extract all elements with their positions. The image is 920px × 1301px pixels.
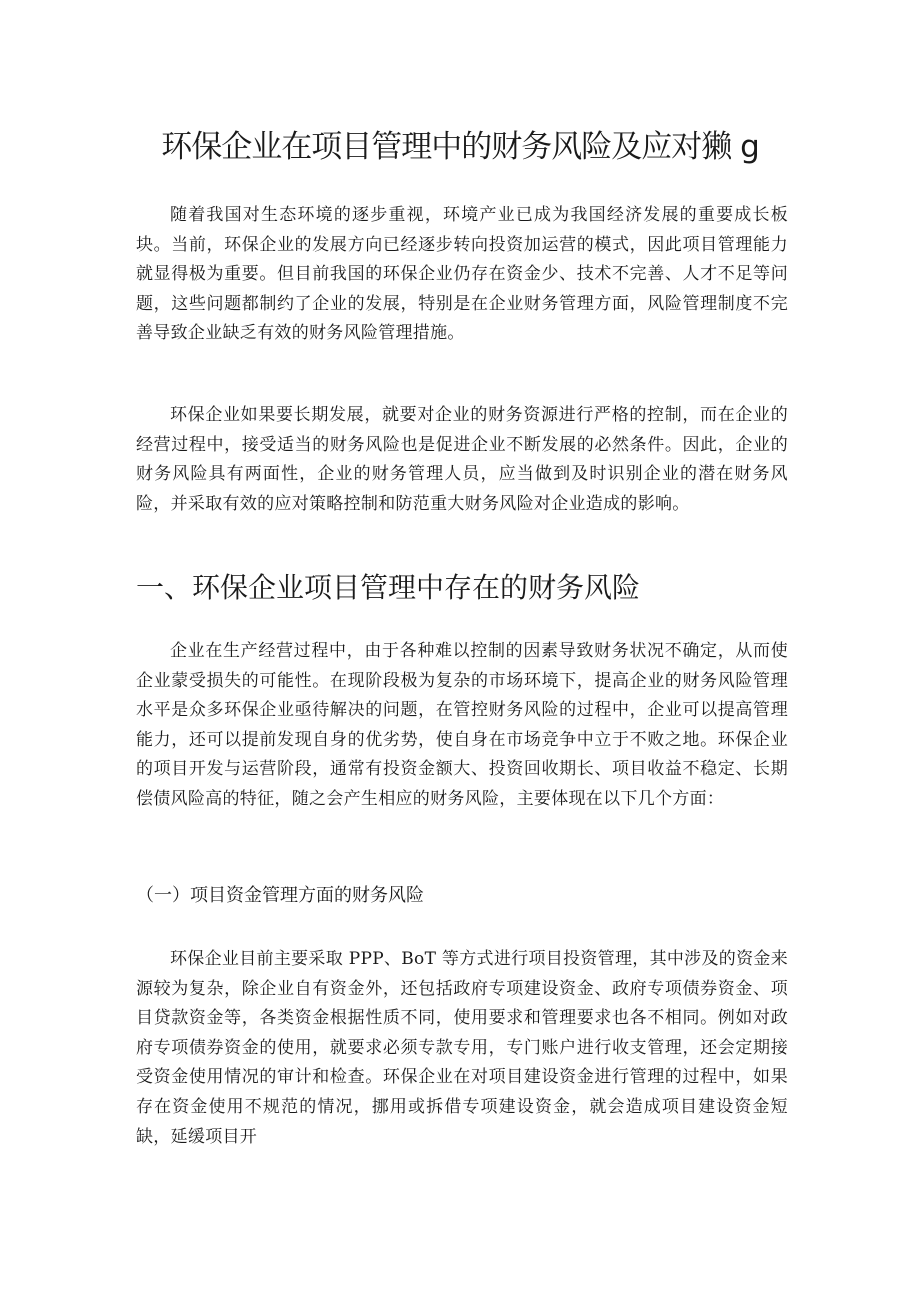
subsection-1-paragraph: 环保企业目前主要采取 PPP、BoT 等方式进行项目投资管理，其中涉及的资金来源较为复杂，除企业自有资金外，还包括政府专项建设资金、政府专项债券资金、项目贷款资金等，各类资金根据性质不同，使用要求和管理要求也各不相同。例如对政府专项债券资金的使用，就要求必须专款专用，专门账户进行收支管理，还会定期接受资金使用情况的审计和检查。环保企业在对项目建设资金进行管理的过程中，如果存在资金使用不规范的情况，挪用或拆借专项建设资金，就会造成项目建设资金短缺，延缓项目开 xyxy=(136,949,788,1147)
subsection-heading-1: （一）项目资金管理方面的财务风险 xyxy=(136,885,424,906)
document-title: 环保企业在项目管理中的财务风险及应对獭 g xyxy=(161,129,759,165)
intro-paragraph-2: 环保企业如果要长期发展，就要对企业的财务资源进行严格的控制，而在企业的经营过程中，接受适当的财务风险也是促进企业不断发展的必然条件。因此，企业的财务风险具有两面性，企业的财务管理人员，应当做到及时识别企业的潜在财务风险，并采取有效的应对策略控制和防范重大财务风险对企业造成的影响。 xyxy=(136,405,788,514)
intro-paragraph-1: 随着我国对生态环境的逐步重视，环境产业已成为我国经济发展的重要成长板块。当前，环保企业的发展方向已经逐步转向投资加运营的模式，因此项目管理能力就显得极为重要。但目前我国的环保企业仍存在资金少、技术不完善、人才不足等问题，这些问题都制约了企业的发展，特别是在企业财务管理方面，风险管理制度不完善导致企业缺乏有效的财务风险管理措施。 xyxy=(136,205,788,344)
section-heading-1: 一、环保企业项目管理中存在的财务风险 xyxy=(136,571,641,604)
section-1-paragraph: 企业在生产经营过程中，由于各种难以控制的因素导致财务状况不确定，从而使企业蒙受损失的可能性。在现阶段极为复杂的市场环境下，提高企业的财务风险管理水平是众多环保企业亟待解决的问题，在管控财务风险的过程中，企业可以提高管理能力，还可以提前发现自身的优劣势，使自身在市场竞争中立于不败之地。环保企业的项目开发与运营阶段，通常有投资金额大、投资回收期长、项目收益不稳定、长期偿债风险高的特征，随之会产生相应的财务风险，主要体现在以下几个方面： xyxy=(136,641,788,809)
